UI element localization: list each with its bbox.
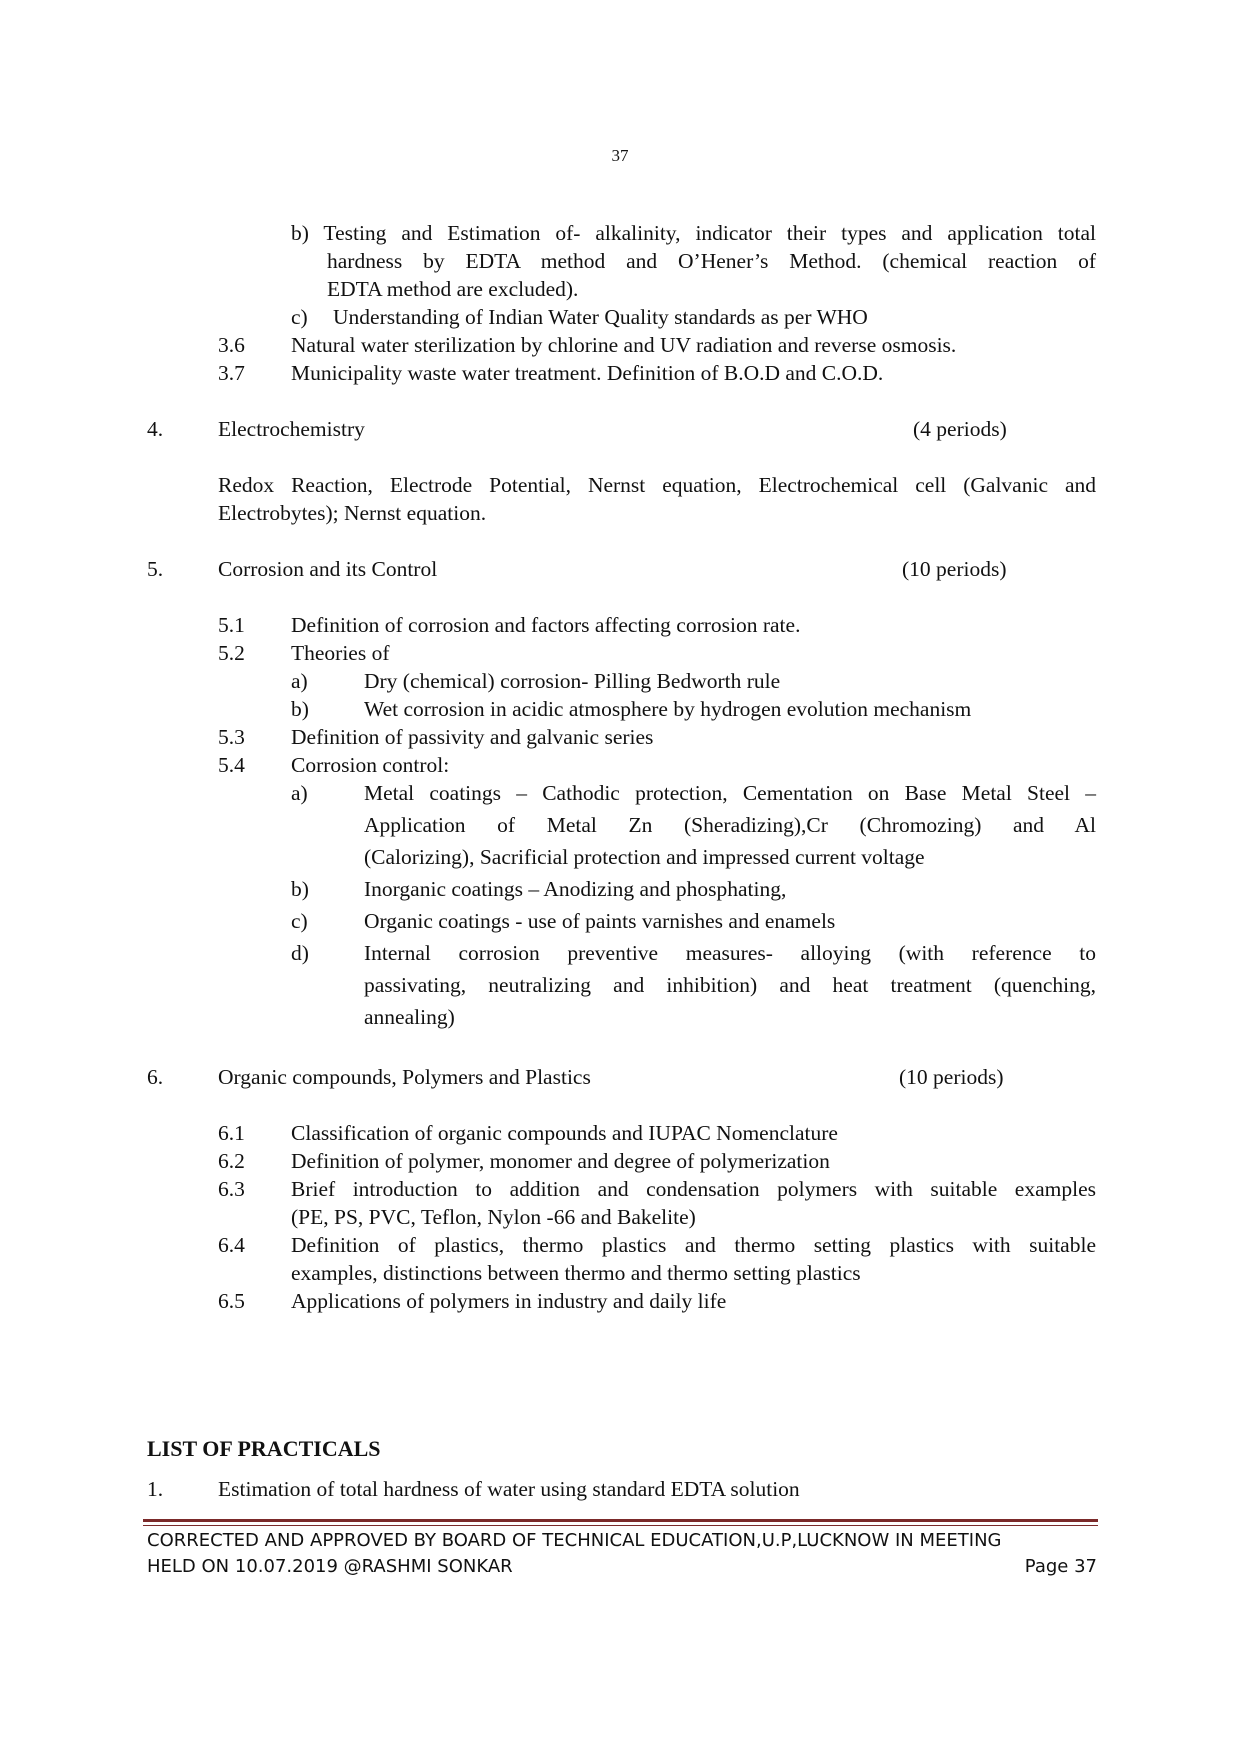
- item-5-2b-text: Wet corrosion in acidic atmosphere by hydrogen evolution mechanism: [364, 697, 972, 721]
- section-6-title: Organic compounds, Polymers and Plastics: [218, 1065, 591, 1089]
- item-3c-label: c): [291, 305, 308, 329]
- item-6-2-text: Definition of polymer, monomer and degree of polymerization: [291, 1149, 830, 1173]
- item-3-6-text: Natural water sterilization by chlorine and UV radiation and reverse osmosis.: [291, 333, 957, 357]
- section-4-paragraph-line1: Redox Reaction, Electrode Potential, Nernst equation, Electrochemical cell (Galvanic and: [218, 473, 1096, 497]
- item-6-4-line2: examples, distinctions between thermo and thermo setting plastics: [291, 1261, 861, 1285]
- item-5-4c-text: Organic coatings - use of paints varnishes and enamels: [364, 909, 836, 933]
- item-5-4a-line2: Application of Metal Zn (Sheradizing),Cr (Chromozing) and Al: [364, 813, 1096, 837]
- item-6-1-text: Classification of organic compounds and IUPAC Nomenclature: [291, 1121, 838, 1145]
- item-5-2b-label: b): [291, 697, 309, 721]
- item-6-3-line1: Brief introduction to addition and condensation polymers with suitable examples: [291, 1177, 1096, 1201]
- item-5-4a-line1: Metal coatings – Cathodic protection, Cementation on Base Metal Steel –: [364, 781, 1096, 805]
- item-6-3-number: 6.3: [218, 1177, 245, 1201]
- item-5-4b-text: Inorganic coatings – Anodizing and phosphating,: [364, 877, 787, 901]
- item-5-3-text: Definition of passivity and galvanic series: [291, 725, 654, 749]
- item-5-4-number: 5.4: [218, 753, 245, 777]
- item-3-7-number: 3.7: [218, 361, 245, 385]
- section-6-number: 6.: [147, 1065, 164, 1089]
- item-5-1-number: 5.1: [218, 613, 245, 637]
- item-5-4d-line3: annealing): [364, 1005, 455, 1029]
- practical-1-text: Estimation of total hardness of water using standard EDTA solution: [218, 1477, 800, 1501]
- item-3c-text: Understanding of Indian Water Quality standards as per WHO: [333, 305, 868, 329]
- item-5-2-number: 5.2: [218, 641, 245, 665]
- practicals-heading: LIST OF PRACTICALS: [147, 1436, 381, 1461]
- item-3-6-number: 3.6: [218, 333, 245, 357]
- footer-rule-thick: [143, 1519, 1098, 1522]
- item-6-4-number: 6.4: [218, 1233, 245, 1257]
- section-6-periods: (10 periods): [899, 1065, 1004, 1089]
- page-number: 37: [611, 146, 629, 165]
- item-5-4d-label: d): [291, 941, 309, 965]
- item-5-4a-line3: (Calorizing), Sacrificial protection and impressed current voltage: [364, 845, 925, 869]
- footer-rule-thin: [143, 1525, 1098, 1526]
- item-5-4c-label: c): [291, 909, 308, 933]
- footer-second-line: [147, 1554, 1097, 1580]
- section-5-number: 5.: [147, 557, 164, 581]
- section-4-number: 4.: [147, 417, 164, 441]
- item-3b-line3: EDTA method are excluded).: [327, 277, 579, 301]
- item-5-4-text: Corrosion control:: [291, 753, 450, 777]
- section-5-periods: (10 periods): [902, 557, 1007, 581]
- item-5-2-text: Theories of: [291, 641, 390, 665]
- item-3-7-text: Municipality waste water treatment. Definition of B.O.D and C.O.D.: [291, 361, 884, 385]
- footer-meeting-date: HELD ON 10.07.2019 @RASHMI SONKAR: [147, 1556, 513, 1577]
- section-4-paragraph-line2: Electrobytes); Nernst equation.: [218, 501, 487, 525]
- item-6-2-number: 6.2: [218, 1149, 245, 1173]
- item-5-2a-label: a): [291, 669, 308, 693]
- section-5-title: Corrosion and its Control: [218, 557, 438, 581]
- item-5-4b-label: b): [291, 877, 309, 901]
- section-4-title: Electrochemistry: [218, 417, 365, 441]
- item-5-2a-text: Dry (chemical) corrosion- Pilling Bedworth rule: [364, 669, 781, 693]
- item-6-5-number: 6.5: [218, 1289, 245, 1313]
- item-3b-line1: b) Testing and Estimation of- alkalinity, indicator their types and application total: [291, 221, 1096, 245]
- item-5-3-number: 5.3: [218, 725, 245, 749]
- footer-page-label: Page 37: [1024, 1556, 1097, 1577]
- item-6-5-text: Applications of polymers in industry and daily life: [291, 1289, 727, 1313]
- item-5-4a-label: a): [291, 781, 308, 805]
- item-5-1-text: Definition of corrosion and factors affecting corrosion rate.: [291, 613, 801, 637]
- item-6-4-line1: Definition of plastics, thermo plastics and thermo setting plastics with suitable: [291, 1233, 1096, 1257]
- footer-approval-line: CORRECTED AND APPROVED BY BOARD OF TECHNICAL EDUCATION,U.P,LUCKNOW IN MEETING: [147, 1530, 1002, 1551]
- section-4-periods: (4 periods): [913, 417, 1007, 441]
- practical-1-number: 1.: [147, 1477, 164, 1501]
- item-5-4d-line1: Internal corrosion preventive measures- alloying (with reference to: [364, 941, 1096, 965]
- page-footer: [147, 1528, 1097, 1580]
- item-6-3-line2: (PE, PS, PVC, Teflon, Nylon -66 and Bakelite): [291, 1205, 696, 1229]
- item-6-1-number: 6.1: [218, 1121, 245, 1145]
- item-5-4d-line2: passivating, neutralizing and inhibition) and heat treatment (quenching,: [364, 973, 1096, 997]
- item-3b-line2: hardness by EDTA method and O’Hener’s Method. (chemical reaction of: [327, 249, 1096, 273]
